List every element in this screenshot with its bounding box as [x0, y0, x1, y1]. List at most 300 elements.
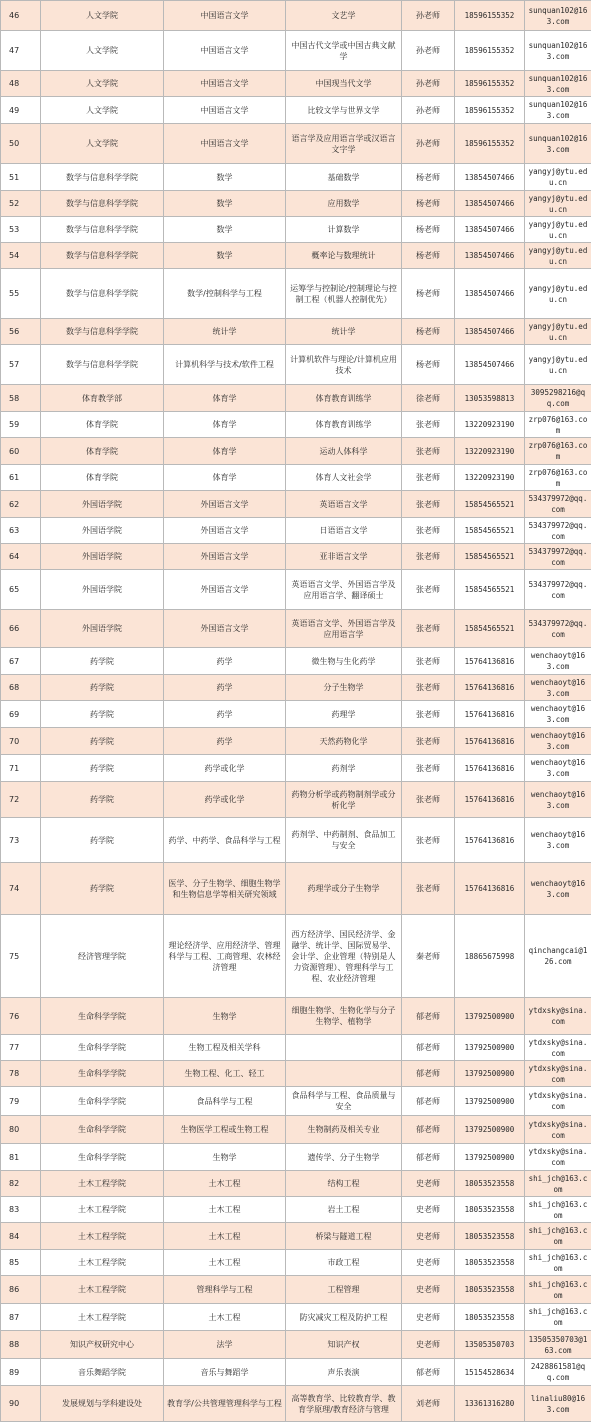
contact-cell: 史老师: [402, 1171, 455, 1197]
table-row: [1, 438, 591, 465]
table-row: [1, 610, 591, 648]
row-number: 67: [1, 648, 41, 675]
contact-cell: 张老师: [402, 610, 455, 648]
direction-cell: 结构工程: [286, 1171, 402, 1197]
row-number: 71: [1, 755, 41, 782]
row-number: 74: [1, 863, 41, 915]
major-cell: 外国语言文学: [164, 570, 286, 610]
contact-cell: 刘老师: [402, 1386, 455, 1422]
college-cell: 数学与信息科学学院: [41, 164, 164, 191]
major-cell: 理论经济学、应用经济学、管理科学与工程、工商管理、农林经济管理: [164, 915, 286, 998]
college-cell: 土木工程学院: [41, 1171, 164, 1197]
contact-cell: 张老师: [402, 570, 455, 610]
phone-cell: 13361316280: [455, 1386, 525, 1422]
college-cell: 药学院: [41, 701, 164, 728]
contact-cell: 孙老师: [402, 97, 455, 124]
table-body: [1, 1, 591, 1422]
phone-cell: 15854565521: [455, 544, 525, 570]
college-cell: 土木工程学院: [41, 1223, 164, 1250]
direction-cell: 食品科学与工程、食品质量与安全: [286, 1087, 402, 1116]
email-cell: shi_jch@163.com: [525, 1276, 591, 1304]
email-cell: yangyj@ytu.edu.cn: [525, 164, 591, 191]
row-number: 79: [1, 1087, 41, 1116]
email-cell: 534379972@qq.com: [525, 544, 591, 570]
email-cell: wenchaoyt@163.com: [525, 863, 591, 915]
contact-cell: 杨老师: [402, 164, 455, 191]
phone-cell: 18596155352: [455, 1, 525, 31]
contact-cell: 史老师: [402, 1276, 455, 1304]
contact-cell: 郁老师: [402, 1061, 455, 1087]
phone-cell: 13854507466: [455, 243, 525, 269]
phone-cell: 15764136816: [455, 863, 525, 915]
major-cell: 土木工程: [164, 1223, 286, 1250]
direction-cell: 药剂学: [286, 755, 402, 782]
major-cell: 药学: [164, 701, 286, 728]
major-cell: 生物学: [164, 998, 286, 1035]
direction-cell: [286, 1061, 402, 1087]
contact-cell: 杨老师: [402, 269, 455, 319]
direction-cell: 防灾减灾工程及防护工程: [286, 1304, 402, 1331]
direction-cell: 知识产权: [286, 1331, 402, 1359]
phone-cell: 13792500900: [455, 998, 525, 1035]
direction-cell: 英语语言文学、外国语言学及应用语言学: [286, 610, 402, 648]
phone-cell: 13053598813: [455, 385, 525, 412]
row-number: 56: [1, 319, 41, 345]
college-cell: 数学与信息科学学院: [41, 191, 164, 217]
college-cell: 生命科学学院: [41, 1035, 164, 1061]
college-cell: 外国语学院: [41, 570, 164, 610]
email-cell: 3095298216@qq.com: [525, 385, 591, 412]
table-row: [1, 385, 591, 412]
phone-cell: 18596155352: [455, 71, 525, 97]
row-number: 70: [1, 728, 41, 755]
direction-cell: 生物制药及相关专业: [286, 1116, 402, 1144]
email-cell: 534379972@qq.com: [525, 610, 591, 648]
row-number: 62: [1, 491, 41, 518]
college-cell: 土木工程学院: [41, 1197, 164, 1223]
college-cell: 土木工程学院: [41, 1304, 164, 1331]
direction-cell: 工程管理: [286, 1276, 402, 1304]
table-row: [1, 1276, 591, 1304]
major-cell: 计算机科学与技术/软件工程: [164, 345, 286, 385]
college-cell: 音乐舞蹈学院: [41, 1359, 164, 1386]
direction-cell: 统计学: [286, 319, 402, 345]
direction-cell: 体育人文社会学: [286, 465, 402, 491]
table-row: [1, 71, 591, 97]
major-cell: 药学或化学: [164, 782, 286, 818]
major-cell: 中国语言文学: [164, 71, 286, 97]
direction-cell: 细胞生物学、生物化学与分子生物学、植物学: [286, 998, 402, 1035]
college-cell: 外国语学院: [41, 544, 164, 570]
major-cell: 药学或化学: [164, 755, 286, 782]
phone-cell: 15764136816: [455, 818, 525, 863]
contact-cell: 张老师: [402, 438, 455, 465]
email-cell: zrp076@163.com: [525, 465, 591, 491]
major-cell: 外国语言文学: [164, 518, 286, 544]
contact-cell: 杨老师: [402, 217, 455, 243]
direction-cell: 市政工程: [286, 1250, 402, 1276]
table-row: [1, 863, 591, 915]
phone-cell: 18053523558: [455, 1171, 525, 1197]
phone-cell: 18053523558: [455, 1304, 525, 1331]
table-row: [1, 998, 591, 1035]
college-cell: 知识产权研究中心: [41, 1331, 164, 1359]
row-number: 89: [1, 1359, 41, 1386]
email-cell: yangyj@ytu.edu.cn: [525, 319, 591, 345]
contact-cell: 孙老师: [402, 31, 455, 71]
college-cell: 药学院: [41, 782, 164, 818]
direction-cell: 计算机软件与理论/计算机应用技术: [286, 345, 402, 385]
email-cell: 13505350703@163.com: [525, 1331, 591, 1359]
direction-cell: 运筹学与控制论/控制理论与控制工程（机器人控制优先）: [286, 269, 402, 319]
phone-cell: 18596155352: [455, 124, 525, 164]
direction-cell: [286, 1035, 402, 1061]
table-row: [1, 191, 591, 217]
college-cell: 药学院: [41, 818, 164, 863]
contact-cell: 孙老师: [402, 71, 455, 97]
row-number: 81: [1, 1144, 41, 1171]
direction-cell: 西方经济学、国民经济学、金融学、统计学、国际贸易学、会计学、企业管理（特别是人力资源管理）、管理科学与工程、农业经济管理: [286, 915, 402, 998]
phone-cell: 15854565521: [455, 491, 525, 518]
phone-cell: 13792500900: [455, 1116, 525, 1144]
email-cell: ytdxsky@sina.com: [525, 1087, 591, 1116]
direction-cell: 英语语言文学、外国语言学及应用语言学、翻译硕士: [286, 570, 402, 610]
contact-cell: 徐老师: [402, 385, 455, 412]
row-number: 83: [1, 1197, 41, 1223]
table-row: [1, 97, 591, 124]
row-number: 55: [1, 269, 41, 319]
major-cell: 中国语言文学: [164, 124, 286, 164]
contact-cell: 史老师: [402, 1304, 455, 1331]
table-row: [1, 1, 591, 31]
table-row: [1, 755, 591, 782]
college-cell: 人文学院: [41, 124, 164, 164]
direction-cell: 高等教育学、比较教育学、教育学原理/教育经济与管理: [286, 1386, 402, 1422]
contact-cell: 张老师: [402, 465, 455, 491]
college-cell: 数学与信息科学学院: [41, 269, 164, 319]
row-number: 80: [1, 1116, 41, 1144]
contact-cell: 张老师: [402, 518, 455, 544]
contact-cell: 张老师: [402, 491, 455, 518]
row-number: 75: [1, 915, 41, 998]
phone-cell: 18596155352: [455, 31, 525, 71]
college-cell: 药学院: [41, 675, 164, 701]
contact-cell: 史老师: [402, 1250, 455, 1276]
email-cell: yangyj@ytu.edu.cn: [525, 345, 591, 385]
phone-cell: 15154528634: [455, 1359, 525, 1386]
row-number: 72: [1, 782, 41, 818]
college-cell: 生命科学学院: [41, 1116, 164, 1144]
college-cell: 数学与信息科学学院: [41, 217, 164, 243]
contact-cell: 史老师: [402, 1197, 455, 1223]
contact-cell: 郁老师: [402, 1144, 455, 1171]
major-cell: 医学、分子生物学、细胞生物学和生物信息学等相关研究领域: [164, 863, 286, 915]
row-number: 73: [1, 818, 41, 863]
college-cell: 外国语学院: [41, 610, 164, 648]
contact-cell: 郁老师: [402, 998, 455, 1035]
direction-cell: 体育教育训练学: [286, 412, 402, 438]
row-number: 85: [1, 1250, 41, 1276]
email-cell: zrp076@163.com: [525, 438, 591, 465]
table-row: [1, 1035, 591, 1061]
college-cell: 体育学院: [41, 465, 164, 491]
email-cell: shi_jch@163.com: [525, 1197, 591, 1223]
email-cell: sunquan102@163.com: [525, 1, 591, 31]
row-number: 63: [1, 518, 41, 544]
row-number: 61: [1, 465, 41, 491]
contact-cell: 史老师: [402, 1223, 455, 1250]
major-cell: 统计学: [164, 319, 286, 345]
email-cell: yangyj@ytu.edu.cn: [525, 269, 591, 319]
table-row: [1, 648, 591, 675]
college-cell: 体育学院: [41, 412, 164, 438]
email-cell: shi_jch@163.com: [525, 1223, 591, 1250]
direction-cell: 药理学: [286, 701, 402, 728]
row-number: 84: [1, 1223, 41, 1250]
email-cell: wenchaoyt@163.com: [525, 755, 591, 782]
phone-cell: 13220923190: [455, 465, 525, 491]
table-row: [1, 465, 591, 491]
email-cell: linaliu80@163.com: [525, 1386, 591, 1422]
phone-cell: 13792500900: [455, 1061, 525, 1087]
table-row: [1, 1223, 591, 1250]
row-number: 60: [1, 438, 41, 465]
major-cell: 生物医学工程或生物工程: [164, 1116, 286, 1144]
phone-cell: 13854507466: [455, 217, 525, 243]
email-cell: sunquan102@163.com: [525, 124, 591, 164]
phone-cell: 13220923190: [455, 412, 525, 438]
college-cell: 生命科学学院: [41, 1061, 164, 1087]
major-cell: 体育学: [164, 412, 286, 438]
table-row: [1, 1144, 591, 1171]
major-cell: 管理科学与工程: [164, 1276, 286, 1304]
contact-cell: 郁老师: [402, 1087, 455, 1116]
table-row: [1, 1331, 591, 1359]
major-cell: 音乐与舞蹈学: [164, 1359, 286, 1386]
major-cell: 体育学: [164, 385, 286, 412]
major-cell: 土木工程: [164, 1197, 286, 1223]
college-cell: 人文学院: [41, 31, 164, 71]
row-number: 51: [1, 164, 41, 191]
row-number: 47: [1, 31, 41, 71]
college-cell: 生命科学学院: [41, 1087, 164, 1116]
row-number: 82: [1, 1171, 41, 1197]
contact-cell: 孙老师: [402, 1, 455, 31]
table-row: [1, 782, 591, 818]
major-cell: 外国语言文学: [164, 610, 286, 648]
table-row: [1, 1386, 591, 1422]
major-cell: 教育学/公共管理管理科学与工程: [164, 1386, 286, 1422]
email-cell: ytdxsky@sina.com: [525, 1035, 591, 1061]
phone-cell: 18865675998: [455, 915, 525, 998]
major-cell: 生物学: [164, 1144, 286, 1171]
major-cell: 生物工程及相关学科: [164, 1035, 286, 1061]
email-cell: ytdxsky@sina.com: [525, 1116, 591, 1144]
major-cell: 中国语言文学: [164, 31, 286, 71]
direction-cell: 遗传学、分子生物学: [286, 1144, 402, 1171]
college-cell: 发展规划与学科建设处: [41, 1386, 164, 1422]
major-cell: 数学: [164, 191, 286, 217]
phone-cell: 13220923190: [455, 438, 525, 465]
contact-cell: 张老师: [402, 544, 455, 570]
row-number: 58: [1, 385, 41, 412]
direction-cell: 体育教育训练学: [286, 385, 402, 412]
table-row: [1, 124, 591, 164]
row-number: 86: [1, 1276, 41, 1304]
direction-cell: 计算数学: [286, 217, 402, 243]
college-cell: 生命科学学院: [41, 1144, 164, 1171]
major-cell: 外国语言文学: [164, 491, 286, 518]
email-cell: sunquan102@163.com: [525, 97, 591, 124]
row-number: 88: [1, 1331, 41, 1359]
email-cell: ytdxsky@sina.com: [525, 1061, 591, 1087]
college-cell: 人文学院: [41, 1, 164, 31]
contact-cell: 秦老师: [402, 915, 455, 998]
direction-cell: 分子生物学: [286, 675, 402, 701]
table-row: [1, 675, 591, 701]
direction-cell: 药理学或分子生物学: [286, 863, 402, 915]
direction-cell: 运动人体科学: [286, 438, 402, 465]
contact-cell: 杨老师: [402, 243, 455, 269]
contact-cell: 张老师: [402, 701, 455, 728]
email-cell: shi_jch@163.com: [525, 1250, 591, 1276]
college-cell: 人文学院: [41, 97, 164, 124]
table-row: [1, 217, 591, 243]
direction-cell: 比较文学与世界文学: [286, 97, 402, 124]
email-cell: ytdxsky@sina.com: [525, 1144, 591, 1171]
college-cell: 数学与信息科学学院: [41, 243, 164, 269]
college-cell: 土木工程学院: [41, 1250, 164, 1276]
contact-cell: 史老师: [402, 1331, 455, 1359]
phone-cell: 15764136816: [455, 728, 525, 755]
direction-cell: 英语语言文学: [286, 491, 402, 518]
contact-cell: 杨老师: [402, 319, 455, 345]
phone-cell: 15764136816: [455, 701, 525, 728]
direction-cell: 药物分析学或药物制剂学或分析化学: [286, 782, 402, 818]
phone-cell: 15854565521: [455, 610, 525, 648]
major-cell: 药学: [164, 675, 286, 701]
row-number: 52: [1, 191, 41, 217]
email-cell: shi_jch@163.com: [525, 1171, 591, 1197]
major-cell: 体育学: [164, 465, 286, 491]
table-row: [1, 1087, 591, 1116]
contact-cell: 张老师: [402, 648, 455, 675]
major-cell: 土木工程: [164, 1304, 286, 1331]
major-cell: 食品科学与工程: [164, 1087, 286, 1116]
email-cell: sunquan102@163.com: [525, 71, 591, 97]
table-row: [1, 915, 591, 998]
direction-cell: 语言学及应用语言学或汉语言文字学: [286, 124, 402, 164]
direction-cell: 中国现当代文学: [286, 71, 402, 97]
major-cell: 生物工程、化工、轻工: [164, 1061, 286, 1087]
direction-cell: 日语语言文学: [286, 518, 402, 544]
phone-cell: 18053523558: [455, 1223, 525, 1250]
email-cell: sunquan102@163.com: [525, 31, 591, 71]
major-cell: 土木工程: [164, 1171, 286, 1197]
table-row: [1, 243, 591, 269]
phone-cell: 13854507466: [455, 319, 525, 345]
major-cell: 中国语言文学: [164, 97, 286, 124]
row-number: 90: [1, 1386, 41, 1422]
table-row: [1, 728, 591, 755]
email-cell: 534379972@qq.com: [525, 570, 591, 610]
email-cell: 534379972@qq.com: [525, 491, 591, 518]
row-number: 50: [1, 124, 41, 164]
email-cell: wenchaoyt@163.com: [525, 782, 591, 818]
phone-cell: 15854565521: [455, 518, 525, 544]
major-cell: 中国语言文学: [164, 1, 286, 31]
row-number: 49: [1, 97, 41, 124]
phone-cell: 13792500900: [455, 1035, 525, 1061]
college-cell: 土木工程学院: [41, 1276, 164, 1304]
row-number: 66: [1, 610, 41, 648]
table-row: [1, 1116, 591, 1144]
email-cell: ytdxsky@sina.com: [525, 998, 591, 1035]
phone-cell: 18053523558: [455, 1276, 525, 1304]
table-row: [1, 1304, 591, 1331]
phone-cell: 15764136816: [455, 675, 525, 701]
direction-cell: 岩土工程: [286, 1197, 402, 1223]
major-cell: 数学: [164, 243, 286, 269]
college-cell: 药学院: [41, 755, 164, 782]
row-number: 69: [1, 701, 41, 728]
college-cell: 体育教学部: [41, 385, 164, 412]
table-row: [1, 345, 591, 385]
college-cell: 外国语学院: [41, 518, 164, 544]
phone-cell: 18053523558: [455, 1197, 525, 1223]
direction-cell: 桥梁与隧道工程: [286, 1223, 402, 1250]
major-cell: 体育学: [164, 438, 286, 465]
contact-cell: 孙老师: [402, 124, 455, 164]
email-cell: wenchaoyt@163.com: [525, 648, 591, 675]
direction-cell: 天然药物化学: [286, 728, 402, 755]
major-cell: 法学: [164, 1331, 286, 1359]
college-cell: 药学院: [41, 728, 164, 755]
contact-cell: 郁老师: [402, 1359, 455, 1386]
phone-cell: 18053523558: [455, 1250, 525, 1276]
direction-cell: 亚非语言文学: [286, 544, 402, 570]
college-cell: 数学与信息科学学院: [41, 345, 164, 385]
direction-cell: 微生物与生化药学: [286, 648, 402, 675]
email-cell: yangyj@ytu.edu.cn: [525, 191, 591, 217]
major-cell: 外国语言文学: [164, 544, 286, 570]
direction-cell: 概率论与数理统计: [286, 243, 402, 269]
direction-cell: 中国古代文学或中国古典文献学: [286, 31, 402, 71]
table-row: [1, 544, 591, 570]
email-cell: wenchaoyt@163.com: [525, 818, 591, 863]
contact-cell: 张老师: [402, 412, 455, 438]
table-row: [1, 701, 591, 728]
table-row: [1, 164, 591, 191]
row-number: 64: [1, 544, 41, 570]
email-cell: qinchangcai@126.com: [525, 915, 591, 998]
phone-cell: 18596155352: [455, 97, 525, 124]
table-row: [1, 818, 591, 863]
contact-cell: 张老师: [402, 755, 455, 782]
table-row: [1, 491, 591, 518]
email-cell: wenchaoyt@163.com: [525, 728, 591, 755]
email-cell: wenchaoyt@163.com: [525, 701, 591, 728]
table-row: [1, 570, 591, 610]
table-row: [1, 31, 591, 71]
row-number: 53: [1, 217, 41, 243]
direction-cell: 声乐表演: [286, 1359, 402, 1386]
college-cell: 药学院: [41, 863, 164, 915]
row-number: 76: [1, 998, 41, 1035]
contact-cell: 张老师: [402, 782, 455, 818]
college-cell: 外国语学院: [41, 491, 164, 518]
row-number: 57: [1, 345, 41, 385]
